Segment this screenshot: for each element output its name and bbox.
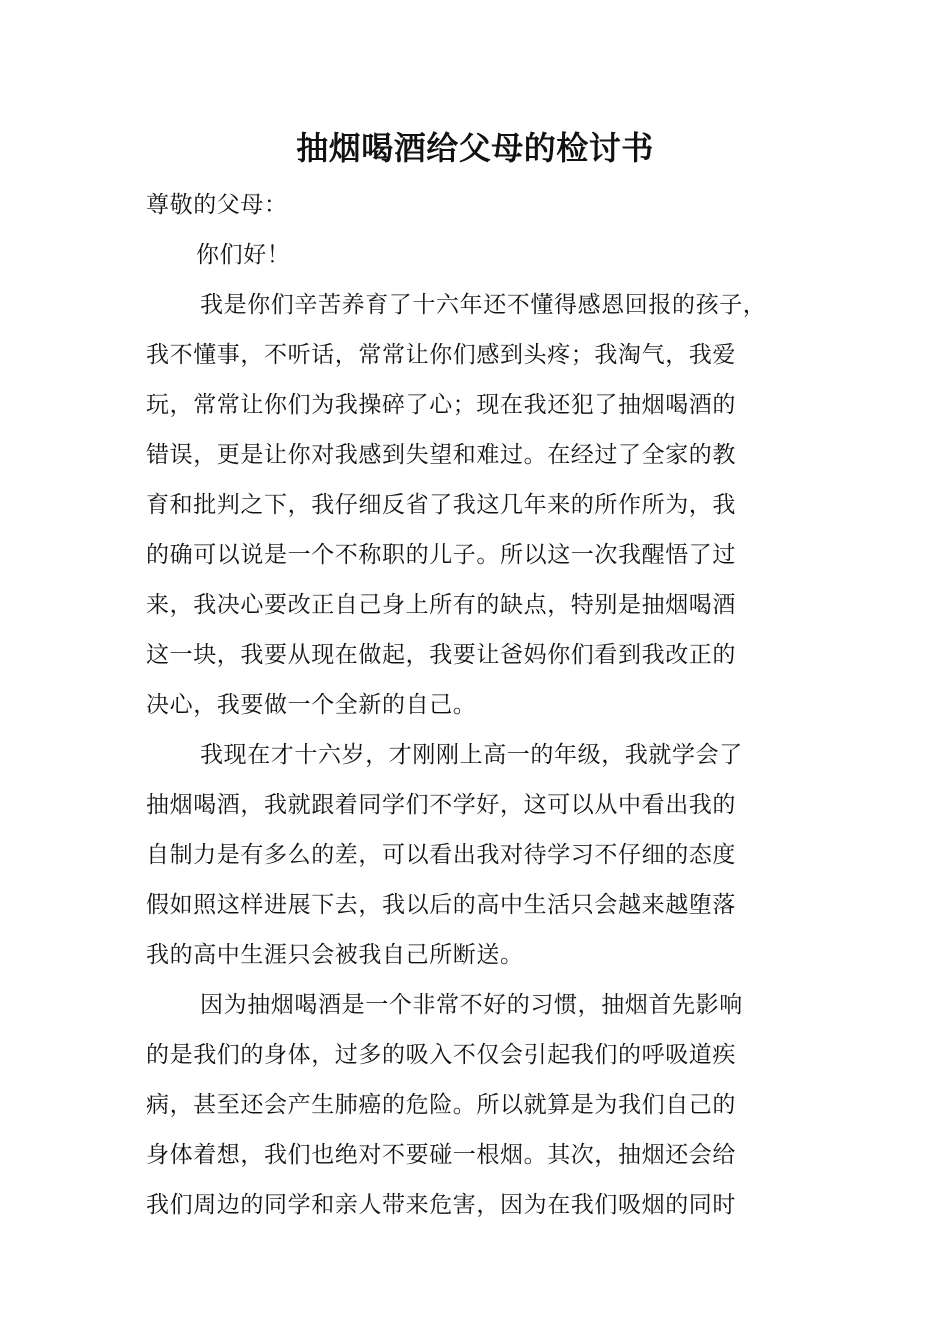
paragraph-2-line: 假如照这样进展下去，我以后的高中生活只会越来越堕落	[146, 892, 736, 918]
paragraph-3-line: 病，甚至还会产生肺癌的危险。所以就算是为我们自己的	[146, 1092, 736, 1118]
paragraph-1-line: 育和批判之下，我仔细反省了我这几年来的所作所为，我	[146, 492, 736, 518]
paragraph-3-line: 身体着想，我们也绝对不要碰一根烟。其次，抽烟还会给	[146, 1142, 736, 1168]
document-title: 抽烟喝酒给父母的检讨书	[296, 129, 654, 167]
paragraph-1-line: 的确可以说是一个不称职的儿子。所以这一次我醒悟了过	[146, 542, 736, 568]
document-body	[146, 180, 811, 1230]
paragraph-3-line: 的是我们的身体，过多的吸入不仅会引起我们的呼吸道疾	[146, 1042, 736, 1068]
paragraph-2-line: 我的高中生涯只会被我自己所断送。	[146, 942, 524, 968]
greeting: 你们好！	[196, 242, 291, 268]
paragraph-1-line: 玩，常常让你们为我操碎了心；现在我还犯了抽烟喝酒的	[146, 392, 736, 418]
paragraph-1-line: 错误，更是让你对我感到失望和难过。在经过了全家的教	[146, 442, 736, 468]
paragraph-1-line: 我是你们辛苦养育了十六年还不懂得感恩回报的孩子，	[200, 292, 767, 318]
paragraph-2-line: 抽烟喝酒，我就跟着同学们不学好，这可以从中看出我的	[146, 792, 736, 818]
paragraph-2-line: 自制力是有多么的差，可以看出我对待学习不仔细的态度	[146, 842, 736, 868]
paragraph-1-line: 我不懂事，不听话，常常让你们感到头疼；我淘气，我爱	[146, 342, 736, 368]
paragraph-3-line: 因为抽烟喝酒是一个非常不好的习惯，抽烟首先影响	[200, 992, 743, 1018]
paragraph-3-line: 我们周边的同学和亲人带来危害，因为在我们吸烟的同时	[146, 1192, 736, 1218]
paragraph-1-line: 这一块，我要从现在做起，我要让爸妈你们看到我改正的	[146, 642, 736, 668]
salutation: 尊敬的父母：	[146, 192, 288, 218]
paragraph-2-line: 我现在才十六岁，才刚刚上高一的年级，我就学会了	[200, 742, 743, 768]
paragraph-1-line: 来，我决心要改正自己身上所有的缺点，特别是抽烟喝酒	[146, 592, 736, 618]
paragraph-1-line: 决心，我要做一个全新的自己。	[146, 692, 477, 718]
